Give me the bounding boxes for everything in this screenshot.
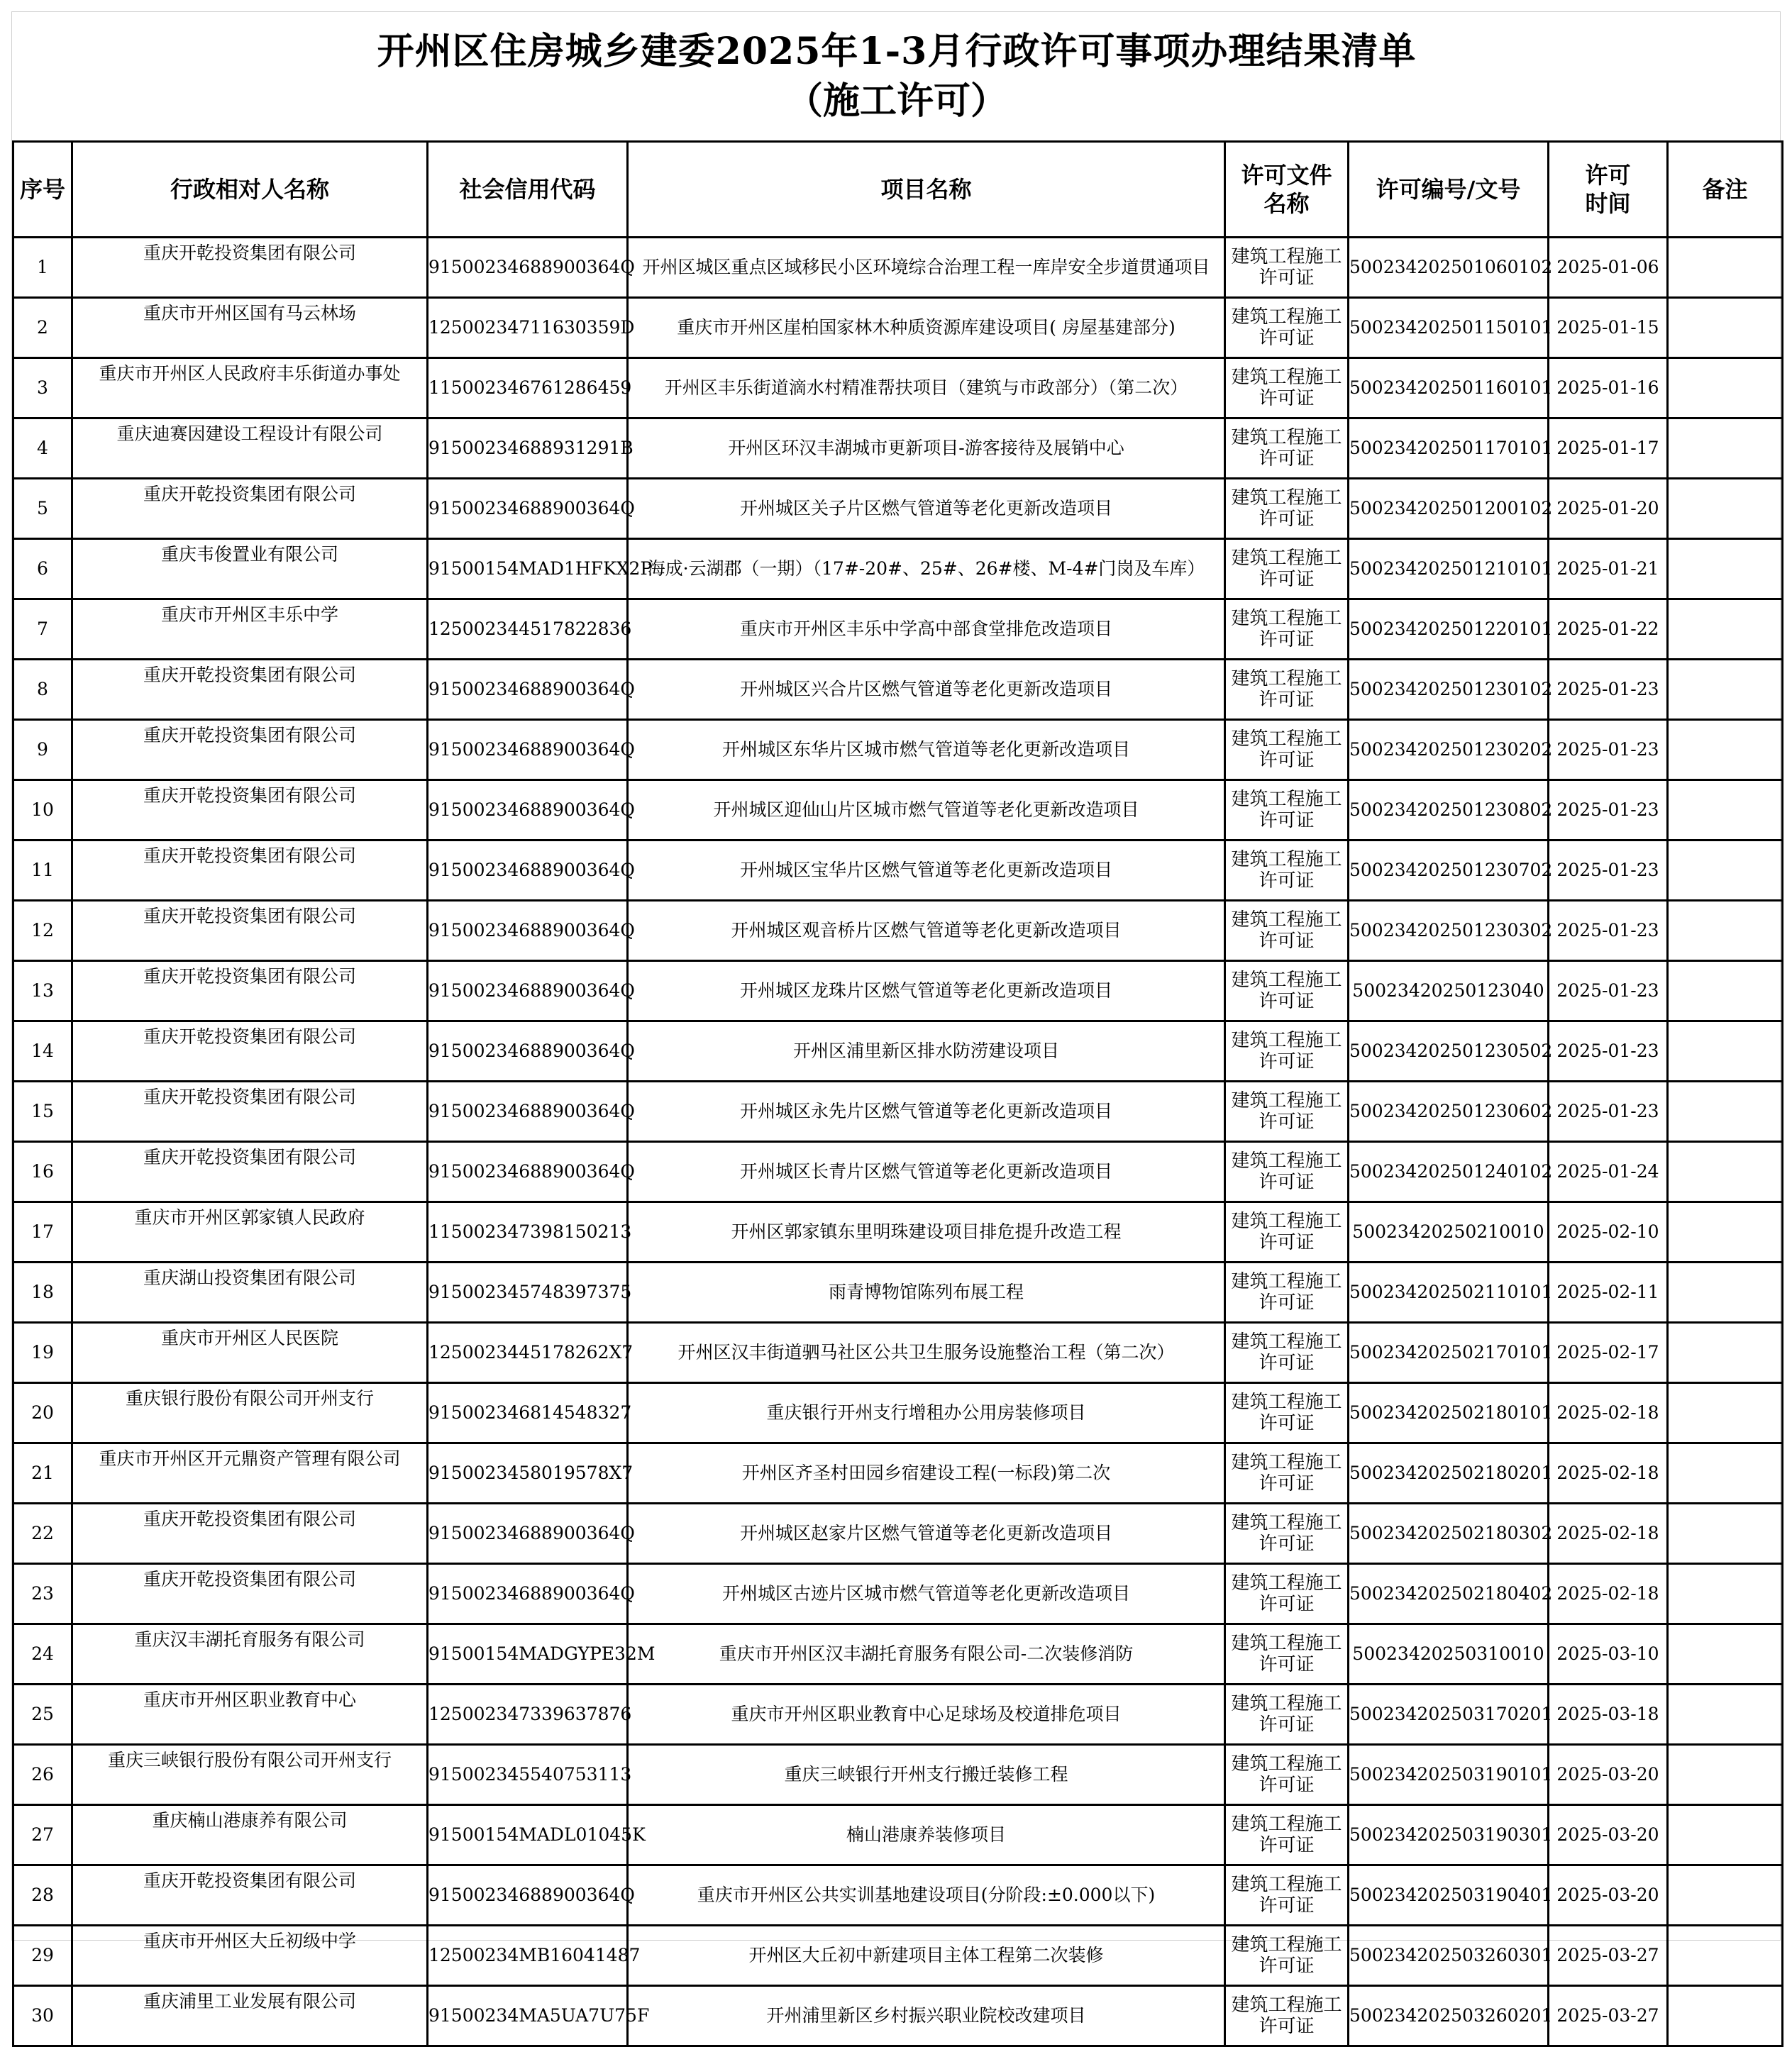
header-doc: 许可文件名称 bbox=[1225, 142, 1349, 238]
cell-doc: 建筑工程施工许可证 bbox=[1225, 1142, 1349, 1202]
cell-name: 重庆迪赛因建设工程设计有限公司 bbox=[72, 418, 428, 479]
cell-time: 2025-01-16 bbox=[1549, 358, 1668, 418]
cell-number: 500234202501220101 bbox=[1349, 599, 1549, 660]
cell-name: 重庆开乾投资集团有限公司 bbox=[72, 720, 428, 780]
cell-doc: 建筑工程施工许可证 bbox=[1225, 1805, 1349, 1865]
cell-seq: 1 bbox=[13, 238, 72, 298]
cell-number: 500234202502180402 bbox=[1349, 1564, 1549, 1624]
header-seq: 序号 bbox=[13, 142, 72, 238]
cell-time: 2025-02-18 bbox=[1549, 1504, 1668, 1564]
header-code: 社会信用代码 bbox=[428, 142, 628, 238]
cell-remark bbox=[1668, 298, 1783, 358]
permit-table bbox=[12, 140, 1783, 2047]
cell-seq: 2 bbox=[13, 298, 72, 358]
cell-seq: 23 bbox=[13, 1564, 72, 1624]
cell-code: 9150023458019578X7 bbox=[428, 1443, 628, 1504]
cell-number: 500234202503190301 bbox=[1349, 1805, 1549, 1865]
cell-project: 重庆市开州区职业教育中心足球场及校道排危项目 bbox=[628, 1685, 1225, 1745]
cell-seq: 5 bbox=[13, 479, 72, 539]
table-row bbox=[13, 599, 1783, 660]
cell-name: 重庆湖山投资集团有限公司 bbox=[72, 1263, 428, 1323]
cell-name: 重庆市开州区人民政府丰乐街道办事处 bbox=[72, 358, 428, 418]
cell-name: 重庆开乾投资集团有限公司 bbox=[72, 1021, 428, 1082]
cell-time: 2025-03-27 bbox=[1549, 1986, 1668, 2046]
table-row bbox=[13, 780, 1783, 841]
cell-remark bbox=[1668, 720, 1783, 780]
cell-project: 楠山港康养装修项目 bbox=[628, 1805, 1225, 1865]
cell-seq: 29 bbox=[13, 1926, 72, 1986]
cell-doc: 建筑工程施工许可证 bbox=[1225, 1263, 1349, 1323]
cell-doc: 建筑工程施工许可证 bbox=[1225, 1745, 1349, 1805]
cell-project: 开州城区迎仙山片区城市燃气管道等老化更新改造项目 bbox=[628, 780, 1225, 841]
table-row bbox=[13, 841, 1783, 901]
cell-project: 重庆市开州区公共实训基地建设项目(分阶段:±0.000以下) bbox=[628, 1865, 1225, 1926]
cell-time: 2025-03-18 bbox=[1549, 1685, 1668, 1745]
cell-code: 125002347339637876 bbox=[428, 1685, 628, 1745]
table-row bbox=[13, 539, 1783, 599]
table-body bbox=[13, 238, 1783, 2046]
cell-code: 91500234688900364Q bbox=[428, 780, 628, 841]
cell-project: 开州浦里新区乡村振兴职业院校改建项目 bbox=[628, 1986, 1225, 2046]
cell-code: 91500234688900364Q bbox=[428, 961, 628, 1021]
cell-project: 开州城区兴合片区燃气管道等老化更新改造项目 bbox=[628, 660, 1225, 720]
cell-time: 2025-01-06 bbox=[1549, 238, 1668, 298]
cell-seq: 30 bbox=[13, 1986, 72, 2046]
table-row bbox=[13, 238, 1783, 298]
cell-project: 重庆市开州区丰乐中学高中部食堂排危改造项目 bbox=[628, 599, 1225, 660]
cell-time: 2025-01-23 bbox=[1549, 1082, 1668, 1142]
cell-code: 91500234688900364Q bbox=[428, 720, 628, 780]
table-row bbox=[13, 1624, 1783, 1685]
cell-seq: 3 bbox=[13, 358, 72, 418]
table-row bbox=[13, 298, 1783, 358]
cell-doc: 建筑工程施工许可证 bbox=[1225, 961, 1349, 1021]
cell-code: 915002345540753113 bbox=[428, 1745, 628, 1805]
table-row bbox=[13, 1021, 1783, 1082]
cell-doc: 建筑工程施工许可证 bbox=[1225, 1504, 1349, 1564]
header-name: 行政相对人名称 bbox=[72, 142, 428, 238]
cell-name: 重庆银行股份有限公司开州支行 bbox=[72, 1383, 428, 1443]
cell-time: 2025-01-23 bbox=[1549, 901, 1668, 961]
table-row bbox=[13, 1685, 1783, 1745]
cell-number: 500234202501200102 bbox=[1349, 479, 1549, 539]
cell-name: 重庆市开州区开元鼎资产管理有限公司 bbox=[72, 1443, 428, 1504]
cell-time: 2025-01-23 bbox=[1549, 841, 1668, 901]
cell-code: 91500234688900364Q bbox=[428, 1142, 628, 1202]
cell-project: 开州区郭家镇东里明珠建设项目排危提升改造工程 bbox=[628, 1202, 1225, 1263]
cell-name: 重庆市开州区国有马云林场 bbox=[72, 298, 428, 358]
cell-doc: 建筑工程施工许可证 bbox=[1225, 358, 1349, 418]
cell-number: 500234202502110101 bbox=[1349, 1263, 1549, 1323]
cell-time: 2025-03-27 bbox=[1549, 1926, 1668, 1986]
cell-code: 915002346814548327 bbox=[428, 1383, 628, 1443]
table-row bbox=[13, 358, 1783, 418]
cell-doc: 建筑工程施工许可证 bbox=[1225, 599, 1349, 660]
cell-name: 重庆市开州区人民医院 bbox=[72, 1323, 428, 1383]
cell-remark bbox=[1668, 1383, 1783, 1443]
cell-name: 重庆市开州区丰乐中学 bbox=[72, 599, 428, 660]
cell-number: 500234202501230102 bbox=[1349, 660, 1549, 720]
cell-remark bbox=[1668, 1202, 1783, 1263]
cell-time: 2025-01-23 bbox=[1549, 780, 1668, 841]
document-title: 开州区住房城乡建委2025年1-3月行政许可事项办理结果清单 bbox=[377, 30, 1417, 73]
cell-number: 500234202501160101 bbox=[1349, 358, 1549, 418]
cell-name: 重庆三峡银行股份有限公司开州支行 bbox=[72, 1745, 428, 1805]
cell-doc: 建筑工程施工许可证 bbox=[1225, 841, 1349, 901]
cell-code: 91500234688900364Q bbox=[428, 1564, 628, 1624]
cell-name: 重庆开乾投资集团有限公司 bbox=[72, 841, 428, 901]
cell-code: 91500234688900364Q bbox=[428, 1504, 628, 1564]
cell-code: 91500234688900364Q bbox=[428, 1021, 628, 1082]
cell-remark bbox=[1668, 1021, 1783, 1082]
cell-name: 重庆市开州区郭家镇人民政府 bbox=[72, 1202, 428, 1263]
cell-doc: 建筑工程施工许可证 bbox=[1225, 1926, 1349, 1986]
table-row bbox=[13, 479, 1783, 539]
cell-seq: 7 bbox=[13, 599, 72, 660]
cell-number: 500234202501230302 bbox=[1349, 901, 1549, 961]
cell-code: 91500234688931291B bbox=[428, 418, 628, 479]
table-row bbox=[13, 1202, 1783, 1263]
cell-seq: 26 bbox=[13, 1745, 72, 1805]
cell-doc: 建筑工程施工许可证 bbox=[1225, 660, 1349, 720]
cell-project: 开州城区龙珠片区燃气管道等老化更新改造项目 bbox=[628, 961, 1225, 1021]
cell-project: 开州区浦里新区排水防涝建设项目 bbox=[628, 1021, 1225, 1082]
cell-project: 开州城区宝华片区燃气管道等老化更新改造项目 bbox=[628, 841, 1225, 901]
cell-project: 开州区大丘初中新建项目主体工程第二次装修 bbox=[628, 1926, 1225, 1986]
cell-seq: 4 bbox=[13, 418, 72, 479]
cell-seq: 12 bbox=[13, 901, 72, 961]
cell-seq: 16 bbox=[13, 1142, 72, 1202]
cell-time: 2025-01-23 bbox=[1549, 1021, 1668, 1082]
table-row bbox=[13, 1986, 1783, 2046]
cell-project: 开州区环汉丰湖城市更新项目-游客接待及展销中心 bbox=[628, 418, 1225, 479]
cell-time: 2025-02-10 bbox=[1549, 1202, 1668, 1263]
cell-time: 2025-01-22 bbox=[1549, 599, 1668, 660]
cell-name: 重庆汉丰湖托育服务有限公司 bbox=[72, 1624, 428, 1685]
cell-remark bbox=[1668, 1443, 1783, 1504]
cell-time: 2025-02-17 bbox=[1549, 1323, 1668, 1383]
cell-number: 500234202503260301 bbox=[1349, 1926, 1549, 1986]
cell-code: 91500234688900364Q bbox=[428, 660, 628, 720]
cell-project: 开州区城区重点区域移民小区环境综合治理工程一库岸安全步道贯通项目 bbox=[628, 238, 1225, 298]
cell-doc: 建筑工程施工许可证 bbox=[1225, 238, 1349, 298]
cell-doc: 建筑工程施工许可证 bbox=[1225, 1986, 1349, 2046]
cell-time: 2025-01-23 bbox=[1549, 961, 1668, 1021]
table-row bbox=[13, 720, 1783, 780]
cell-time: 2025-02-18 bbox=[1549, 1564, 1668, 1624]
cell-doc: 建筑工程施工许可证 bbox=[1225, 1383, 1349, 1443]
table-row bbox=[13, 1383, 1783, 1443]
cell-project: 开州城区永先片区燃气管道等老化更新改造项目 bbox=[628, 1082, 1225, 1142]
cell-name: 重庆开乾投资集团有限公司 bbox=[72, 961, 428, 1021]
table-row bbox=[13, 1745, 1783, 1805]
cell-name: 重庆开乾投资集团有限公司 bbox=[72, 1865, 428, 1926]
cell-remark bbox=[1668, 841, 1783, 901]
cell-time: 2025-03-20 bbox=[1549, 1745, 1668, 1805]
cell-code: 115002346761286459 bbox=[428, 358, 628, 418]
cell-remark bbox=[1668, 479, 1783, 539]
cell-time: 2025-01-23 bbox=[1549, 720, 1668, 780]
cell-number: 500234202501210101 bbox=[1349, 539, 1549, 599]
cell-seq: 9 bbox=[13, 720, 72, 780]
cell-project: 重庆市开州区汉丰湖托育服务有限公司-二次装修消防 bbox=[628, 1624, 1225, 1685]
cell-project: 重庆银行开州支行增租办公用房装修项目 bbox=[628, 1383, 1225, 1443]
cell-code: 91500234688900364Q bbox=[428, 1082, 628, 1142]
cell-remark bbox=[1668, 660, 1783, 720]
cell-remark bbox=[1668, 780, 1783, 841]
cell-number: 500234202501170101 bbox=[1349, 418, 1549, 479]
cell-name: 重庆开乾投资集团有限公司 bbox=[72, 660, 428, 720]
cell-number: 50023420250210010 bbox=[1349, 1202, 1549, 1263]
cell-code: 91500154MADGYPE32M bbox=[428, 1624, 628, 1685]
header-remark: 备注 bbox=[1668, 142, 1783, 238]
table-header-row bbox=[13, 142, 1783, 238]
title-block bbox=[12, 12, 1781, 140]
cell-name: 重庆韦俊置业有限公司 bbox=[72, 539, 428, 599]
cell-code: 12500234MB16041487 bbox=[428, 1926, 628, 1986]
cell-code: 91500234688900364Q bbox=[428, 841, 628, 901]
table-row bbox=[13, 660, 1783, 720]
cell-time: 2025-02-18 bbox=[1549, 1443, 1668, 1504]
cell-project: 开州城区古迹片区城市燃气管道等老化更新改造项目 bbox=[628, 1564, 1225, 1624]
cell-number: 50023420250310010 bbox=[1349, 1624, 1549, 1685]
cell-seq: 28 bbox=[13, 1865, 72, 1926]
cell-code: 91500234688900364Q bbox=[428, 901, 628, 961]
cell-project: 海成·云湖郡（一期）（17#-20#、25#、26#楼、M-4#门岗及车库） bbox=[628, 539, 1225, 599]
cell-remark bbox=[1668, 238, 1783, 298]
cell-seq: 13 bbox=[13, 961, 72, 1021]
cell-number: 500234202501230802 bbox=[1349, 780, 1549, 841]
cell-doc: 建筑工程施工许可证 bbox=[1225, 1202, 1349, 1263]
cell-seq: 11 bbox=[13, 841, 72, 901]
cell-number: 500234202502170101 bbox=[1349, 1323, 1549, 1383]
cell-remark bbox=[1668, 1082, 1783, 1142]
cell-doc: 建筑工程施工许可证 bbox=[1225, 1082, 1349, 1142]
cell-name: 重庆开乾投资集团有限公司 bbox=[72, 1504, 428, 1564]
table-row bbox=[13, 418, 1783, 479]
cell-remark bbox=[1668, 1564, 1783, 1624]
cell-project: 开州区齐圣村田园乡宿建设工程(一标段)第二次 bbox=[628, 1443, 1225, 1504]
table-row bbox=[13, 1926, 1783, 1986]
table-row bbox=[13, 1263, 1783, 1323]
cell-seq: 27 bbox=[13, 1805, 72, 1865]
cell-project: 雨青博物馆陈列布展工程 bbox=[628, 1263, 1225, 1323]
cell-number: 500234202501060102 bbox=[1349, 238, 1549, 298]
cell-seq: 14 bbox=[13, 1021, 72, 1082]
cell-seq: 22 bbox=[13, 1504, 72, 1564]
cell-seq: 6 bbox=[13, 539, 72, 599]
cell-time: 2025-03-20 bbox=[1549, 1865, 1668, 1926]
cell-number: 50023420250123040 bbox=[1349, 961, 1549, 1021]
cell-seq: 21 bbox=[13, 1443, 72, 1504]
table-row bbox=[13, 1504, 1783, 1564]
cell-seq: 18 bbox=[13, 1263, 72, 1323]
cell-code: 91500234688900364Q bbox=[428, 1865, 628, 1926]
cell-doc: 建筑工程施工许可证 bbox=[1225, 1685, 1349, 1745]
cell-project: 开州城区关子片区燃气管道等老化更新改造项目 bbox=[628, 479, 1225, 539]
cell-number: 500234202503190401 bbox=[1349, 1865, 1549, 1926]
cell-time: 2025-02-11 bbox=[1549, 1263, 1668, 1323]
cell-remark bbox=[1668, 961, 1783, 1021]
cell-name: 重庆开乾投资集团有限公司 bbox=[72, 1082, 428, 1142]
cell-number: 500234202502180302 bbox=[1349, 1504, 1549, 1564]
cell-name: 重庆市开州区大丘初级中学 bbox=[72, 1926, 428, 1986]
table-row bbox=[13, 1142, 1783, 1202]
cell-remark bbox=[1668, 1805, 1783, 1865]
cell-seq: 15 bbox=[13, 1082, 72, 1142]
cell-number: 500234202501230602 bbox=[1349, 1082, 1549, 1142]
cell-number: 500234202501230202 bbox=[1349, 720, 1549, 780]
cell-time: 2025-01-20 bbox=[1549, 479, 1668, 539]
cell-name: 重庆浦里工业发展有限公司 bbox=[72, 1986, 428, 2046]
cell-remark bbox=[1668, 1745, 1783, 1805]
cell-remark bbox=[1668, 599, 1783, 660]
cell-remark bbox=[1668, 1504, 1783, 1564]
cell-name: 重庆开乾投资集团有限公司 bbox=[72, 780, 428, 841]
cell-doc: 建筑工程施工许可证 bbox=[1225, 720, 1349, 780]
cell-doc: 建筑工程施工许可证 bbox=[1225, 901, 1349, 961]
cell-doc: 建筑工程施工许可证 bbox=[1225, 780, 1349, 841]
cell-number: 500234202501240102 bbox=[1349, 1142, 1549, 1202]
cell-time: 2025-03-20 bbox=[1549, 1805, 1668, 1865]
table-row bbox=[13, 1564, 1783, 1624]
cell-seq: 8 bbox=[13, 660, 72, 720]
cell-code: 12500234711630359D bbox=[428, 298, 628, 358]
cell-project: 重庆市开州区崖柏国家林木种质资源库建设项目( 房屋基建部分) bbox=[628, 298, 1225, 358]
cell-seq: 25 bbox=[13, 1685, 72, 1745]
cell-name: 重庆楠山港康养有限公司 bbox=[72, 1805, 428, 1865]
cell-project: 开州城区东华片区城市燃气管道等老化更新改造项目 bbox=[628, 720, 1225, 780]
cell-seq: 10 bbox=[13, 780, 72, 841]
cell-remark bbox=[1668, 1685, 1783, 1745]
cell-time: 2025-02-18 bbox=[1549, 1383, 1668, 1443]
cell-number: 500234202502180201 bbox=[1349, 1443, 1549, 1504]
cell-seq: 20 bbox=[13, 1383, 72, 1443]
cell-doc: 建筑工程施工许可证 bbox=[1225, 1323, 1349, 1383]
cell-time: 2025-01-17 bbox=[1549, 418, 1668, 479]
cell-number: 500234202502180101 bbox=[1349, 1383, 1549, 1443]
cell-name: 重庆开乾投资集团有限公司 bbox=[72, 479, 428, 539]
cell-doc: 建筑工程施工许可证 bbox=[1225, 418, 1349, 479]
header-number: 许可编号/文号 bbox=[1349, 142, 1549, 238]
cell-remark bbox=[1668, 539, 1783, 599]
cell-name: 重庆开乾投资集团有限公司 bbox=[72, 1142, 428, 1202]
cell-remark bbox=[1668, 901, 1783, 961]
cell-code: 115002347398150213 bbox=[428, 1202, 628, 1263]
cell-code: 91500234MA5UA7U75F bbox=[428, 1986, 628, 2046]
cell-remark bbox=[1668, 418, 1783, 479]
table-row bbox=[13, 1865, 1783, 1926]
cell-remark bbox=[1668, 1865, 1783, 1926]
cell-doc: 建筑工程施工许可证 bbox=[1225, 539, 1349, 599]
table-row bbox=[13, 901, 1783, 961]
cell-seq: 19 bbox=[13, 1323, 72, 1383]
cell-code: 91500154MAD1HFKX2P bbox=[428, 539, 628, 599]
cell-name: 重庆市开州区职业教育中心 bbox=[72, 1685, 428, 1745]
cell-doc: 建筑工程施工许可证 bbox=[1225, 1443, 1349, 1504]
cell-remark bbox=[1668, 1263, 1783, 1323]
cell-name: 重庆开乾投资集团有限公司 bbox=[72, 1564, 428, 1624]
header-project: 项目名称 bbox=[628, 142, 1225, 238]
cell-doc: 建筑工程施工许可证 bbox=[1225, 479, 1349, 539]
cell-number: 500234202503190101 bbox=[1349, 1745, 1549, 1805]
cell-project: 开州城区长青片区燃气管道等老化更新改造项目 bbox=[628, 1142, 1225, 1202]
cell-name: 重庆开乾投资集团有限公司 bbox=[72, 238, 428, 298]
cell-name: 重庆开乾投资集团有限公司 bbox=[72, 901, 428, 961]
table-row bbox=[13, 961, 1783, 1021]
cell-project: 开州区丰乐街道滴水村精准帮扶项目（建筑与市政部分）（第二次） bbox=[628, 358, 1225, 418]
cell-seq: 17 bbox=[13, 1202, 72, 1263]
cell-number: 500234202501230502 bbox=[1349, 1021, 1549, 1082]
cell-remark bbox=[1668, 358, 1783, 418]
cell-seq: 24 bbox=[13, 1624, 72, 1685]
cell-time: 2025-01-15 bbox=[1549, 298, 1668, 358]
table-row bbox=[13, 1323, 1783, 1383]
cell-remark bbox=[1668, 1323, 1783, 1383]
cell-number: 500234202503170201 bbox=[1349, 1685, 1549, 1745]
cell-time: 2025-01-24 bbox=[1549, 1142, 1668, 1202]
cell-remark bbox=[1668, 1986, 1783, 2046]
cell-time: 2025-01-21 bbox=[1549, 539, 1668, 599]
cell-project: 开州城区观音桥片区燃气管道等老化更新改造项目 bbox=[628, 901, 1225, 961]
header-time: 许可时间 bbox=[1549, 142, 1668, 238]
cell-remark bbox=[1668, 1624, 1783, 1685]
table-row bbox=[13, 1082, 1783, 1142]
cell-doc: 建筑工程施工许可证 bbox=[1225, 1564, 1349, 1624]
cell-code: 125002344517822836 bbox=[428, 599, 628, 660]
cell-remark bbox=[1668, 1926, 1783, 1986]
cell-time: 2025-01-23 bbox=[1549, 660, 1668, 720]
cell-project: 开州城区赵家片区燃气管道等老化更新改造项目 bbox=[628, 1504, 1225, 1564]
table-row bbox=[13, 1443, 1783, 1504]
cell-code: 1250023445178262X7 bbox=[428, 1323, 628, 1383]
document-sheet bbox=[11, 11, 1781, 2037]
cell-doc: 建筑工程施工许可证 bbox=[1225, 1865, 1349, 1926]
cell-doc: 建筑工程施工许可证 bbox=[1225, 1624, 1349, 1685]
cell-project: 开州区汉丰街道驷马社区公共卫生服务设施整治工程（第二次） bbox=[628, 1323, 1225, 1383]
cell-code: 915002345748397375 bbox=[428, 1263, 628, 1323]
cell-project: 重庆三峡银行开州支行搬迁装修工程 bbox=[628, 1745, 1225, 1805]
cell-remark bbox=[1668, 1142, 1783, 1202]
cell-number: 500234202501230702 bbox=[1349, 841, 1549, 901]
cell-number: 500234202501150101 bbox=[1349, 298, 1549, 358]
cell-time: 2025-03-10 bbox=[1549, 1624, 1668, 1685]
document-subtitle: （施工许可） bbox=[785, 79, 1007, 123]
table-row bbox=[13, 1805, 1783, 1865]
cell-code: 91500234688900364Q bbox=[428, 238, 628, 298]
cell-number: 500234202503260201 bbox=[1349, 1986, 1549, 2046]
cell-doc: 建筑工程施工许可证 bbox=[1225, 1021, 1349, 1082]
cell-code: 91500154MADL01045K bbox=[428, 1805, 628, 1865]
cell-doc: 建筑工程施工许可证 bbox=[1225, 298, 1349, 358]
cell-code: 91500234688900364Q bbox=[428, 479, 628, 539]
